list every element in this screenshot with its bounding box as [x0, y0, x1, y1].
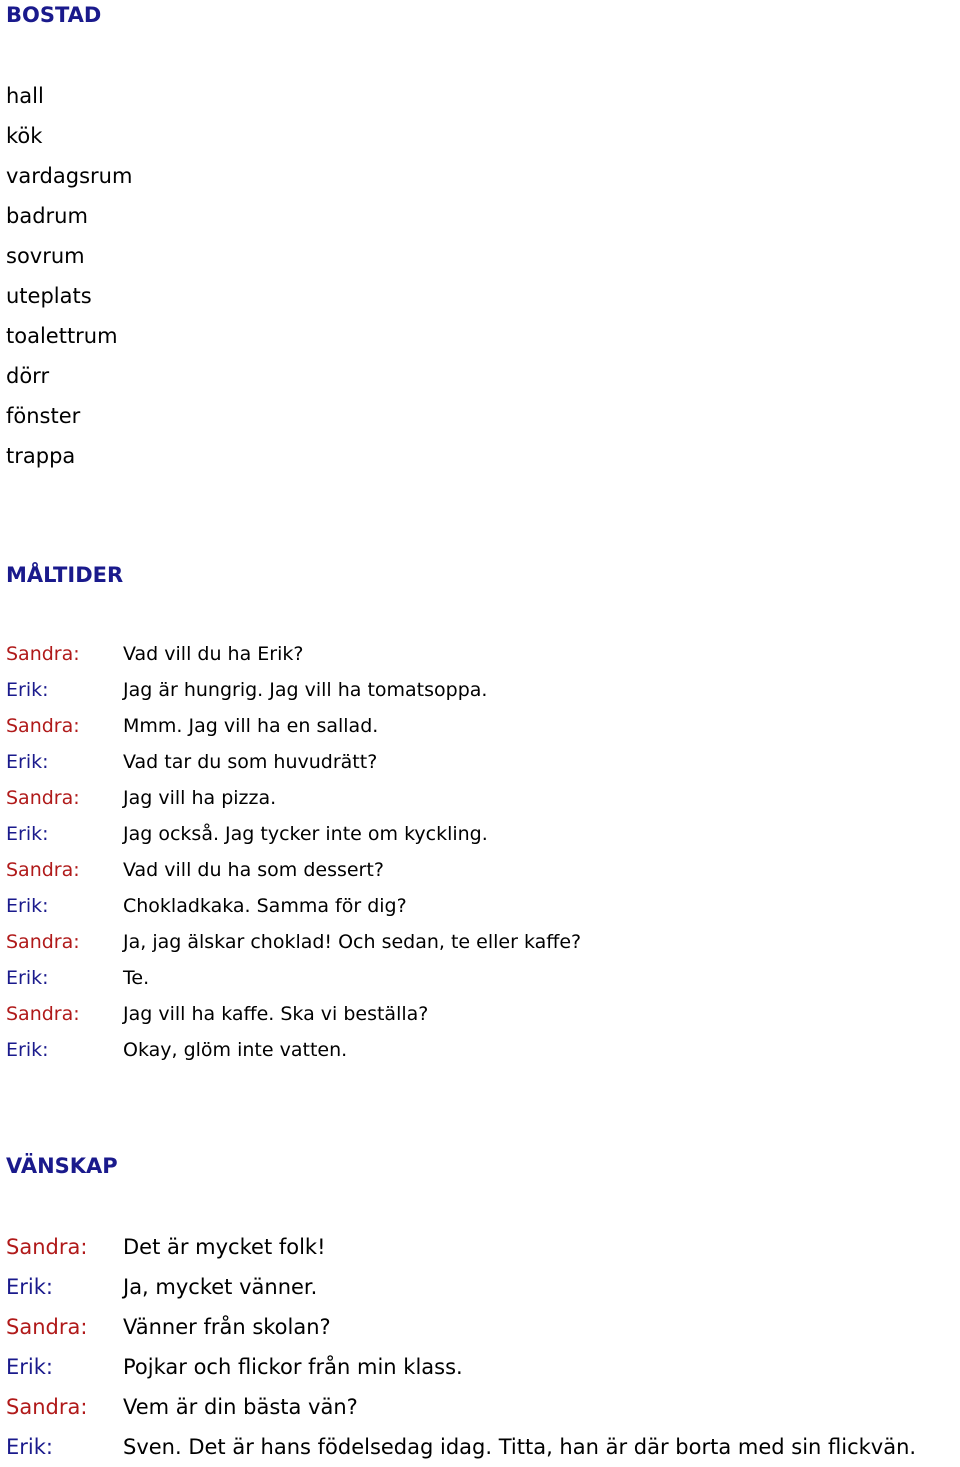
speaker-label: Sandra: — [6, 787, 80, 809]
dialogue-line — [6, 1387, 916, 1427]
dialogue-line — [6, 780, 581, 816]
speaker-label: Erik: — [6, 1275, 53, 1299]
vocabulary-item: fönster — [6, 404, 81, 428]
dialogue-text: Vänner från skolan? — [123, 1315, 331, 1339]
dialogue-text: Jag också. Jag tycker inte om kyckling. — [123, 823, 488, 845]
vocabulary-item: trappa — [6, 444, 76, 468]
dialogue-text: Sven. Det är hans födelsedag idag. Titta, han är där borta med sin flickvän. — [123, 1435, 917, 1459]
dialogue-line — [6, 1427, 916, 1467]
vocabulary-item: sovrum — [6, 244, 85, 268]
speaker-label: Erik: — [6, 823, 49, 845]
dialogue-text: Ja, jag älskar choklad! Och sedan, te eller kaffe? — [123, 931, 582, 953]
speaker-label: Sandra: — [6, 715, 80, 737]
dialogue-maltider — [6, 636, 581, 1068]
speaker-label: Erik: — [6, 1435, 53, 1459]
dialogue-text: Ja, mycket vänner. — [123, 1275, 318, 1299]
dialogue-text: Okay, glöm inte vatten. — [123, 1039, 348, 1061]
dialogue-text: Vem är din bästa vän? — [123, 1395, 358, 1419]
section-title-maltider: MÅLTIDER — [6, 563, 124, 587]
vocabulary-item: kök — [6, 124, 43, 148]
dialogue-text: Det är mycket folk! — [123, 1235, 326, 1259]
speaker-label: Sandra: — [6, 643, 80, 665]
speaker-label: Sandra: — [6, 1003, 80, 1025]
vocabulary-list — [6, 76, 132, 476]
dialogue-line — [6, 852, 581, 888]
speaker-label: Sandra: — [6, 1315, 88, 1339]
dialogue-line — [6, 816, 581, 852]
speaker-label: Erik: — [6, 1039, 49, 1061]
dialogue-line — [6, 1032, 581, 1068]
dialogue-line — [6, 1227, 916, 1267]
speaker-label: Erik: — [6, 967, 49, 989]
dialogue-line — [6, 672, 581, 708]
speaker-label: Erik: — [6, 751, 49, 773]
dialogue-text: Jag vill ha pizza. — [123, 787, 277, 809]
speaker-label: Erik: — [6, 1355, 53, 1379]
dialogue-text: Mmm. Jag vill ha en sallad. — [123, 715, 379, 737]
speaker-label: Sandra: — [6, 859, 80, 881]
vocabulary-item: uteplats — [6, 284, 92, 308]
speaker-label: Sandra: — [6, 1235, 88, 1259]
speaker-label: Erik: — [6, 895, 49, 917]
dialogue-line — [6, 1347, 916, 1387]
dialogue-vanskap — [6, 1227, 916, 1467]
dialogue-text: Vad vill du ha som dessert? — [123, 859, 384, 881]
dialogue-line — [6, 708, 581, 744]
dialogue-line — [6, 888, 581, 924]
speaker-label: Sandra: — [6, 931, 80, 953]
vocabulary-item: hall — [6, 84, 44, 108]
dialogue-line — [6, 1307, 916, 1347]
dialogue-line — [6, 1267, 916, 1307]
dialogue-text: Chokladkaka. Samma för dig? — [123, 895, 407, 917]
dialogue-line — [6, 960, 581, 996]
dialogue-text: Pojkar och flickor från min klass. — [123, 1355, 463, 1379]
dialogue-text: Jag är hungrig. Jag vill ha tomatsoppa. — [123, 679, 488, 701]
dialogue-text: Vad tar du som huvudrätt? — [123, 751, 378, 773]
dialogue-text: Te. — [123, 967, 150, 989]
vocabulary-item: badrum — [6, 204, 88, 228]
section-title-vanskap: VÄNSKAP — [6, 1154, 118, 1178]
dialogue-line — [6, 636, 581, 672]
section-title-bostad: BOSTAD — [6, 3, 102, 27]
speaker-label: Sandra: — [6, 1395, 88, 1419]
dialogue-line — [6, 996, 581, 1032]
dialogue-line — [6, 744, 581, 780]
speaker-label: Erik: — [6, 679, 49, 701]
vocabulary-item: toalettrum — [6, 324, 118, 348]
vocabulary-item: dörr — [6, 364, 50, 388]
dialogue-text: Jag vill ha kaffe. Ska vi beställa? — [123, 1003, 429, 1025]
vocabulary-item: vardagsrum — [6, 164, 133, 188]
dialogue-text: Vad vill du ha Erik? — [123, 643, 304, 665]
dialogue-line — [6, 924, 581, 960]
